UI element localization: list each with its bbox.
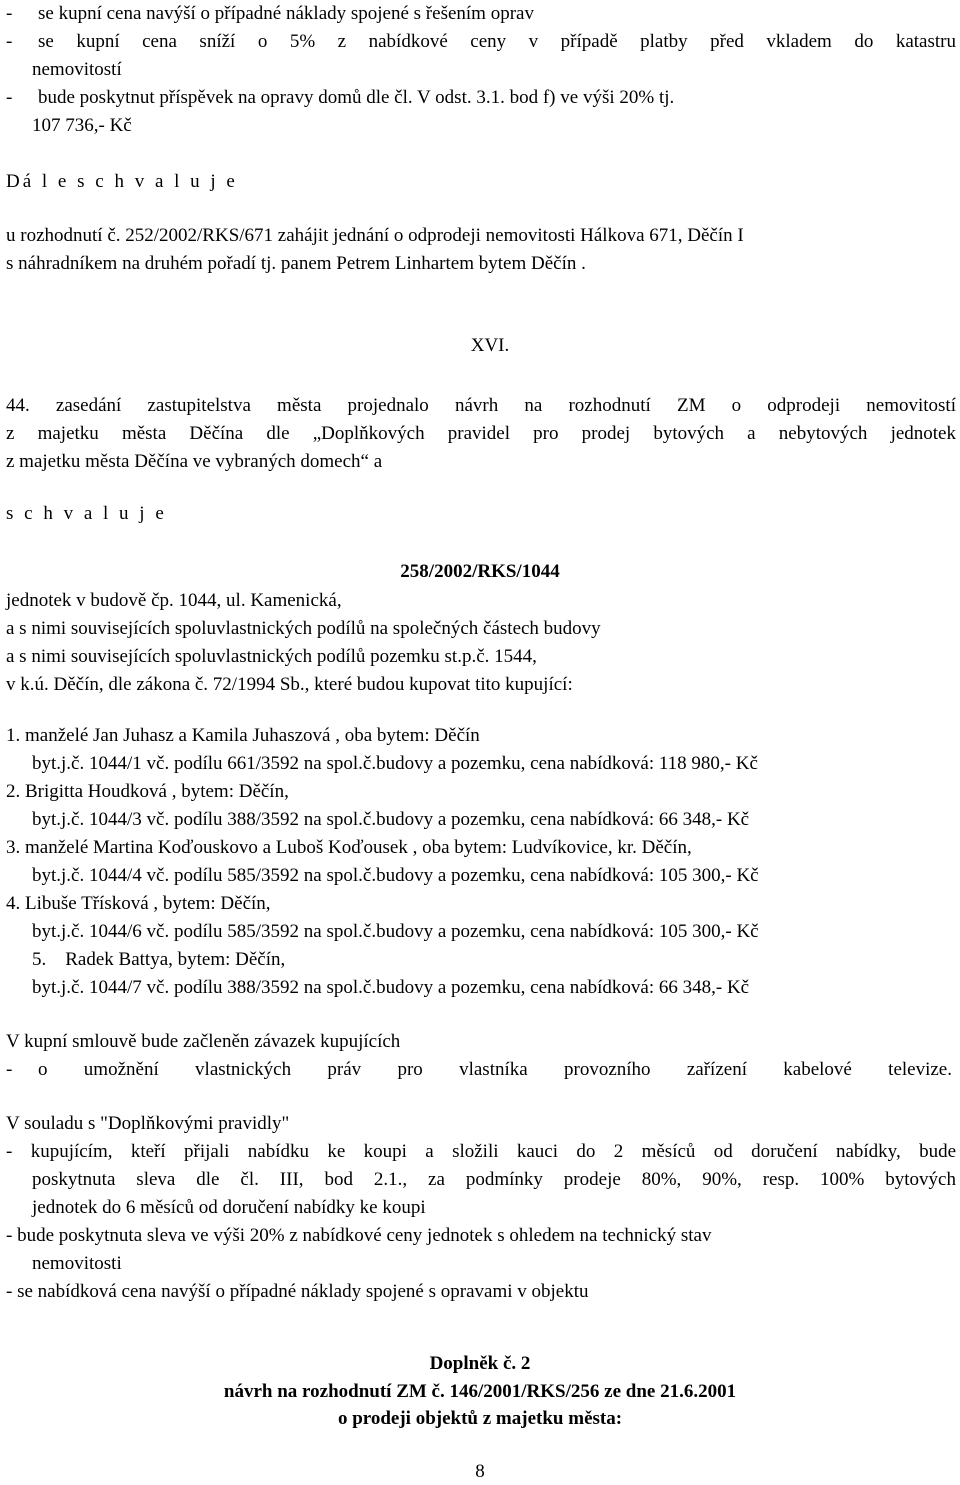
souladu-line-5: nemovitosti bbox=[32, 1253, 122, 1274]
intro-line-3: z majetku města Děčína ve vybraných domech“ a bbox=[6, 451, 383, 472]
dale-schvaluje-heading: Dá l e s c h v a l u j e bbox=[6, 171, 238, 192]
souladu-line-6: - se nabídková cena navýší o případné náklady spojené s opravami v objektu bbox=[6, 1281, 589, 1302]
decision-line-4: v k.ú. Děčín, dle zákona č. 72/1994 Sb., které budou kupovat tito kupující: bbox=[6, 674, 573, 695]
rozhodnuti-line-1: u rozhodnutí č. 252/2002/RKS/671 zahájit jednání o odprodeji nemovitosti Hálkova 671, Děčín I bbox=[6, 225, 744, 246]
buyer-4-detail: byt.j.č. 1044/6 vč. podílu 585/3592 na spol.č.budovy a pozemku, cena nabídková: 105 300,- Kč bbox=[32, 921, 759, 942]
bullet-line-3: - bude poskytnut příspěvek na opravy domů dle čl. V odst. 3.1. bod f) ve výši 20% tj. bbox=[6, 87, 675, 108]
souladu-line-1: - kupujícím, kteří přijali nabídku ke koupi a složili kauci do 2 měsíců od doručení nabídky, bude bbox=[6, 1141, 956, 1162]
souladu-heading: V souladu s "Doplňkovými pravidly" bbox=[6, 1113, 290, 1134]
rozhodnuti-line-2: s náhradníkem na druhém pořadí tj. panem Petrem Linhartem bytem Děčín . bbox=[6, 253, 586, 274]
appendix-line-3: o prodeji objektů z majetku města: bbox=[337, 1408, 623, 1429]
bullet-line-1: - se kupní cena navýší o případné náklady spojené s řešením oprav bbox=[6, 3, 534, 24]
buyer-2-name: 2. Brigitta Houdková , bytem: Děčín, bbox=[6, 781, 289, 802]
bullet-line-2-cont: nemovitostí bbox=[32, 59, 122, 80]
section-number: XVI. bbox=[470, 335, 510, 356]
buyer-3-name: 3. manželé Martina Koďouskovo a Luboš Koďousek , oba bytem: Ludvíkovice, kr. Děčín, bbox=[6, 837, 692, 858]
appendix-line-2: návrh na rozhodnutí ZM č. 146/2001/RKS/256 ze dne 21.6.2001 bbox=[223, 1381, 737, 1402]
decision-number: 258/2002/RKS/1044 bbox=[400, 561, 560, 582]
bullet-line-2: - se kupní cena sníží o 5% z nabídkové ceny v případě platby před vkladem do katastru bbox=[6, 31, 956, 52]
souladu-line-2: poskytnuta sleva dle čl. III, bod 2.1., za podmínky prodeje 80%, 90%, resp. 100% bytových bbox=[32, 1169, 956, 1190]
intro-line-1: 44. zasedání zastupitelstva města projednalo návrh na rozhodnutí ZM o odprodeji nemovitostí bbox=[6, 395, 956, 416]
intro-line-2: z majetku města Děčína dle „Doplňkových pravidel pro prodej bytových a nebytových jednotek bbox=[6, 423, 956, 444]
buyer-2-detail: byt.j.č. 1044/3 vč. podílu 388/3592 na spol.č.budovy a pozemku, cena nabídková: 66 348,- Kč bbox=[32, 809, 750, 830]
appendix-title: Doplněk č. 2 bbox=[429, 1353, 531, 1374]
decision-line-1: jednotek v budově čp. 1044, ul. Kamenická, bbox=[6, 590, 342, 611]
schvaluje-heading: s c h v a l u j e bbox=[6, 503, 167, 524]
buyer-5-name: 5. Radek Battya, bytem: Děčín, bbox=[32, 949, 286, 970]
buyer-4-name: 4. Libuše Třísková , bytem: Děčín, bbox=[6, 893, 271, 914]
buyer-3-detail: byt.j.č. 1044/4 vč. podílu 585/3592 na spol.č.budovy a pozemku, cena nabídková: 105 300,- Kč bbox=[32, 865, 759, 886]
buyer-1-detail: byt.j.č. 1044/1 vč. podílu 661/3592 na spol.č.budovy a pozemku, cena nabídková: 118 980,- Kč bbox=[32, 753, 758, 774]
kupni-smlouva-line: V kupní smlouvě bude začleněn závazek kupujících bbox=[6, 1031, 401, 1052]
bullet-line-3-cont: 107 736,- Kč bbox=[32, 115, 132, 136]
decision-line-2: a s nimi souvisejících spoluvlastnických podílů na společných částech budovy bbox=[6, 618, 601, 639]
buyer-1-name: 1. manželé Jan Juhasz a Kamila Juhaszová , oba bytem: Děčín bbox=[6, 725, 480, 746]
souladu-line-3: jednotek do 6 měsíců od doručení nabídky ke koupi bbox=[32, 1197, 426, 1218]
souladu-line-4: - bude poskytnuta sleva ve výši 20% z nabídkové ceny jednotek s ohledem na technický stav bbox=[6, 1225, 712, 1246]
decision-line-3: a s nimi souvisejících spoluvlastnických podílů pozemku st.p.č. 1544, bbox=[6, 646, 537, 667]
buyer-5-detail: byt.j.č. 1044/7 vč. podílu 388/3592 na spol.č.budovy a pozemku, cena nabídková: 66 348,- Kč bbox=[32, 977, 750, 998]
kupni-smlouva-bullet: - o umožnění vlastnických práv pro vlastníka provozního zařízení kabelové televize. bbox=[6, 1059, 952, 1080]
page-number: 8 bbox=[475, 1461, 485, 1482]
